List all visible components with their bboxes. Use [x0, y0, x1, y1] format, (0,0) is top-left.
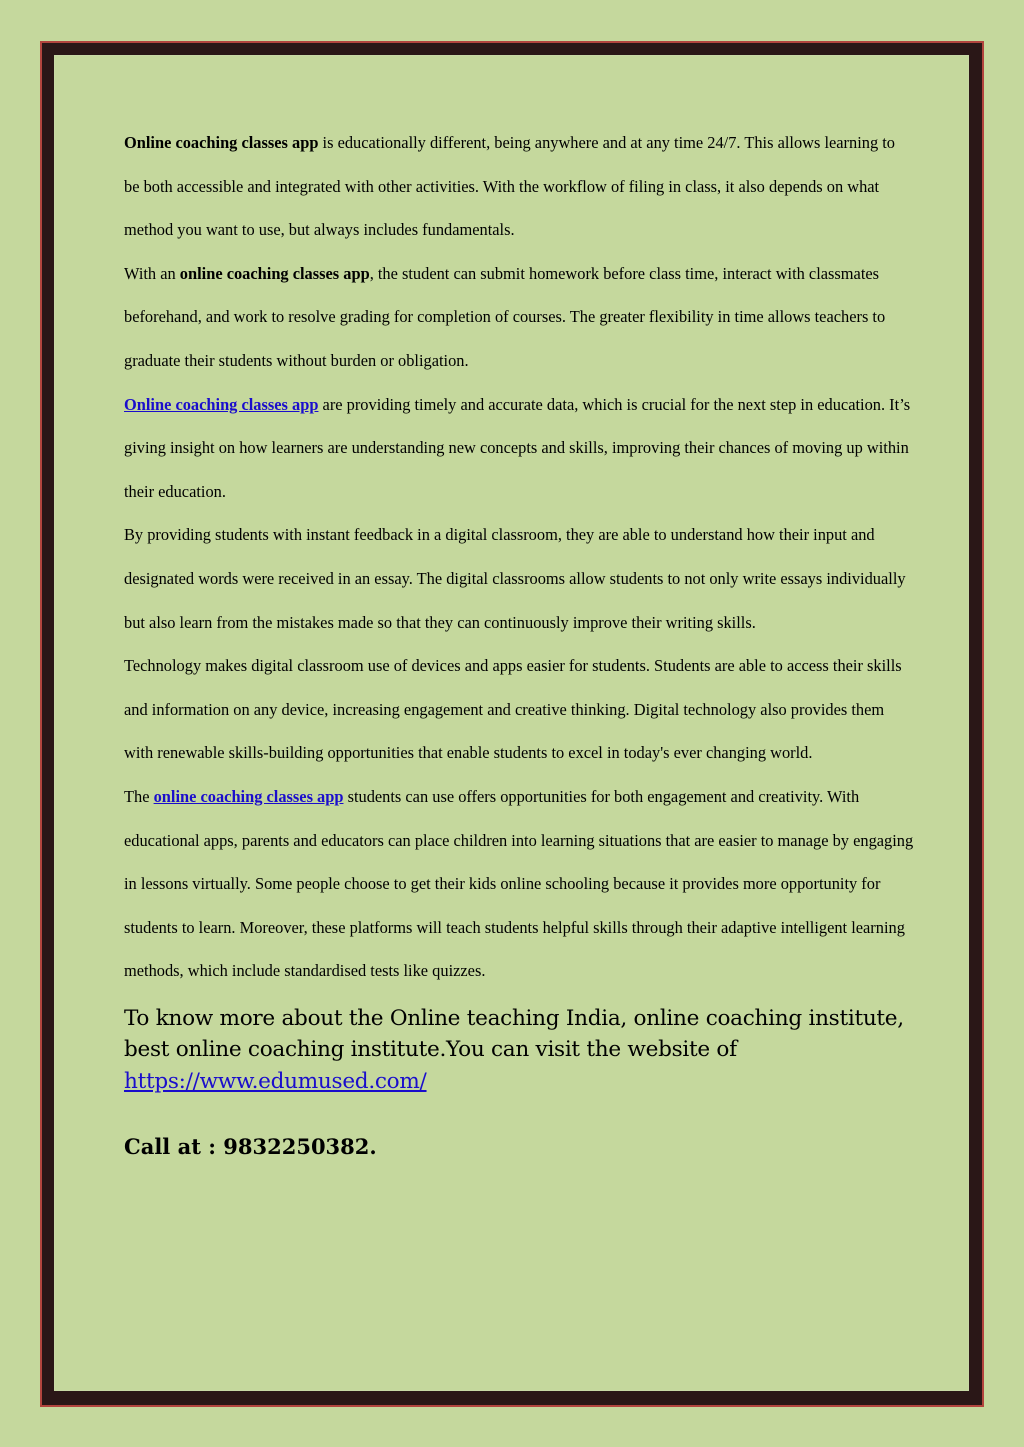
closing-text: To know more about the Online teaching India, online coaching institute, best online coaching institute.You can visit the website of	[124, 1005, 904, 1063]
paragraph-text: students can use offers opportunities for both engagement and creativity. With educational apps, parents and educators can place children into learning situations that are easier to manage by engaging in lessons virtually. Some people choose to get their kids online schooling because it provides more opportunity for students to learn. Moreover, these platforms will teach students helpful skills through their adaptive intelligent learning methods, which include standardised tests like quizzes.	[124, 786, 914, 981]
paragraph-text: , the student can submit homework before class time, interact with classmates beforehand, and work to resolve grading for completion of courses. The greater flexibility in time allows teachers to graduate their students without burden or obligation.	[124, 263, 886, 370]
call-line: Call at : 9832250382.	[124, 1134, 377, 1160]
paragraph-text: is educationally different, being anywhere and at any time 24/7. This allows learning to be both accessible and integrated with other activities. With the workflow of filing in class, it also depends on what method you want to use, but always includes fundamentals.	[124, 133, 896, 240]
paragraph-5	[124, 644, 914, 775]
website-link[interactable]: https://www.edumused.com/	[124, 1068, 427, 1094]
paragraph-text: By providing students with instant feedback in a digital classroom, they are able to understand how their input and designated words were received in an essay. The digital classrooms allow students to not only write essays individually but also learn from the mistakes made so that they can continuously improve their writing skills.	[124, 525, 906, 632]
paragraph-4	[124, 513, 914, 644]
coaching-app-link[interactable]: online coaching classes app	[153, 786, 344, 806]
document-body	[124, 121, 914, 1162]
paragraph-text: are providing timely and accurate data, which is crucial for the next step in education. It’s giving insight on how learners are understanding new concepts and skills, improving their chances of moving up within their education.	[124, 394, 911, 501]
bold-term: Online coaching classes app	[124, 133, 319, 152]
paragraph-text: With an	[124, 263, 180, 283]
paragraph-3	[124, 383, 914, 514]
bold-term: online coaching classes app	[179, 263, 370, 283]
coaching-app-link[interactable]: Online coaching classes app	[124, 394, 319, 414]
paragraph-text: The	[124, 786, 154, 806]
paragraph-2	[124, 252, 914, 383]
paragraph-text: Technology makes digital classroom use of devices and apps easier for students. Students are able to access their skills and information on any device, increasing engagement and creative thinking. Digital technology also provides them with renewable skills-building opportunities that enable students to excel in today's ever changing world.	[124, 656, 902, 763]
closing-paragraph	[124, 1003, 914, 1098]
paragraph-6	[124, 775, 914, 993]
paragraph-1	[124, 121, 914, 252]
